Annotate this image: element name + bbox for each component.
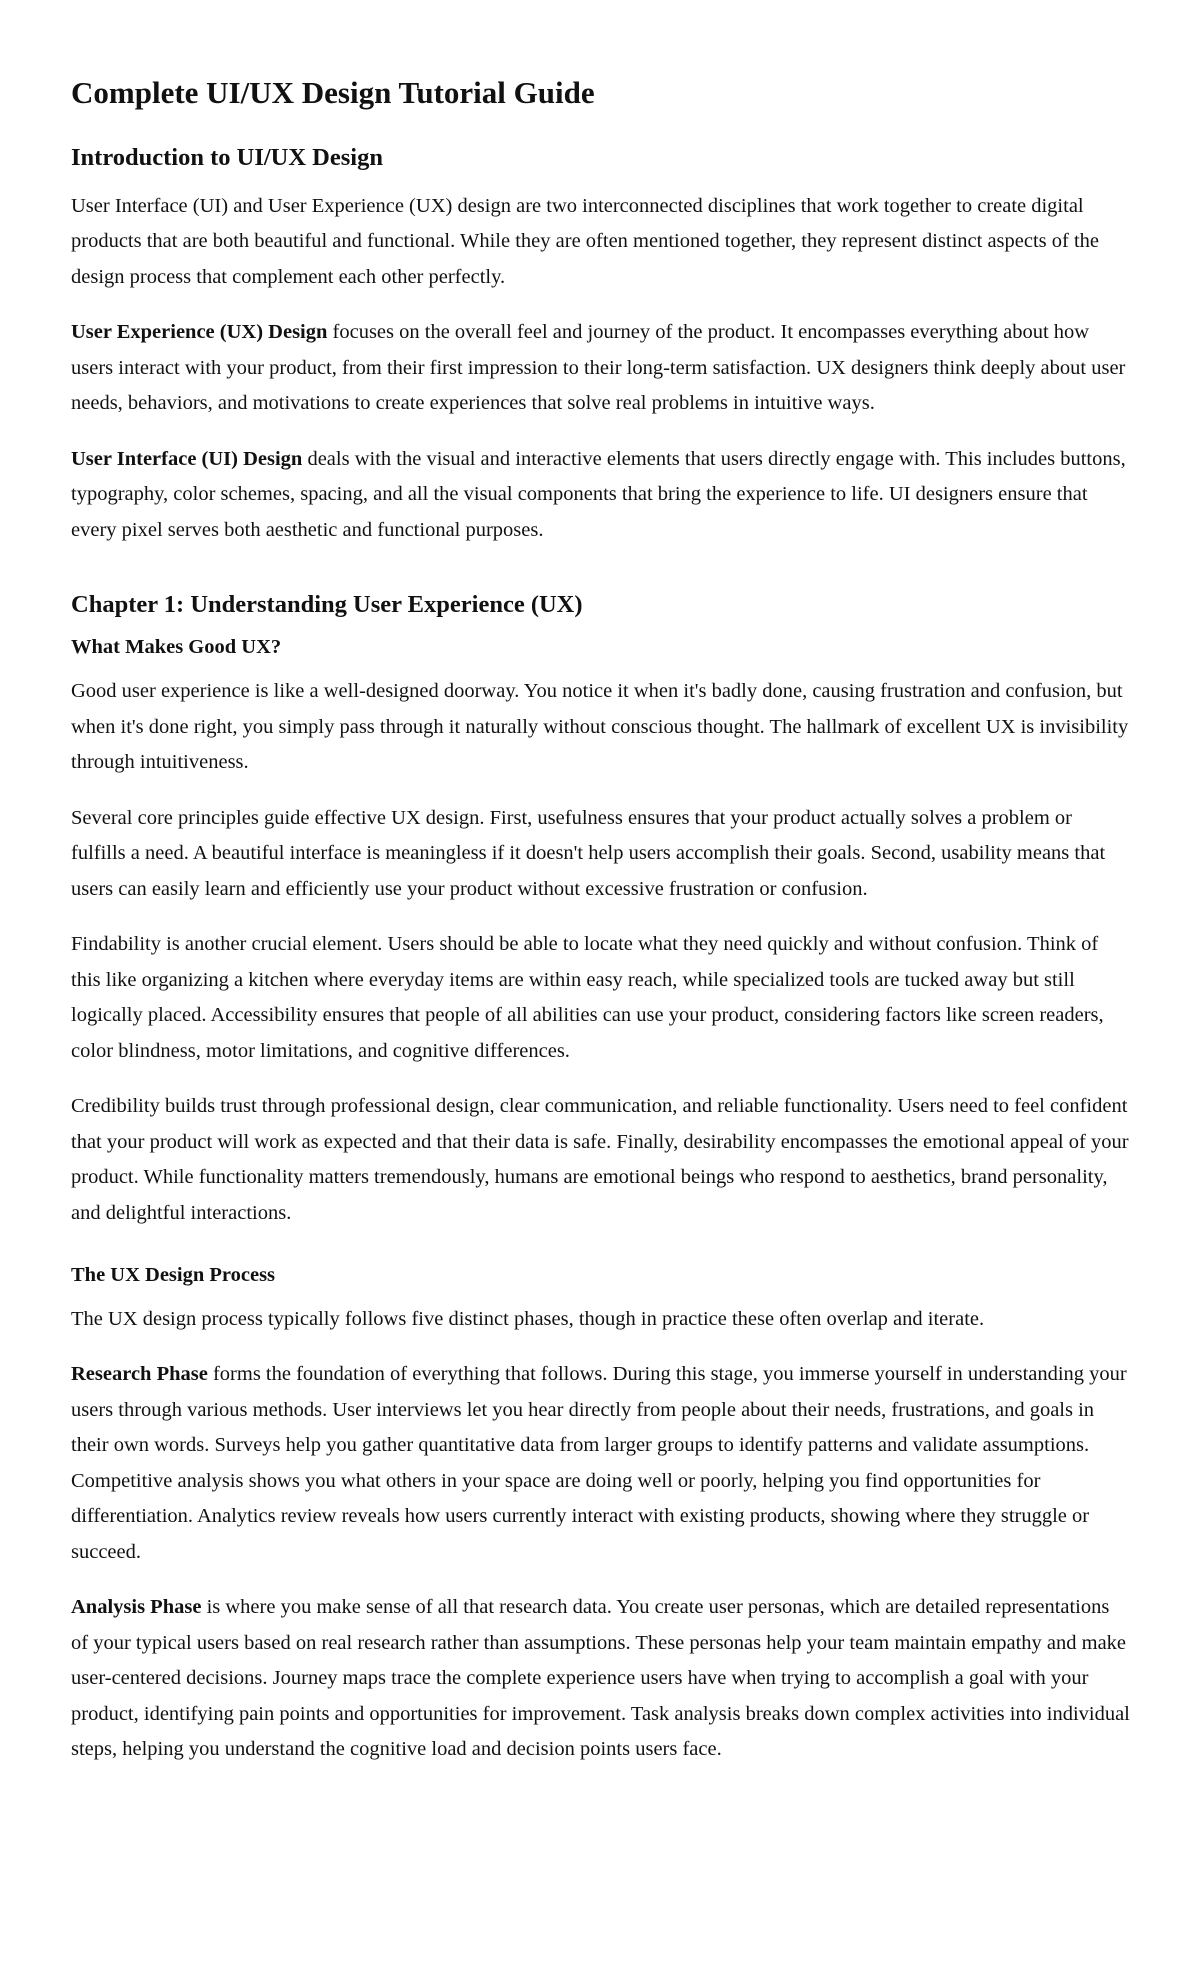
intro-paragraph-3: [71, 442, 1130, 549]
good-ux-paragraph-3: Findability is another crucial element. Users should be able to locate what they need quickly and without confusion. Think of this like organizing a kitchen where everyday items are within easy reach, while specialized tools are tucked away but still logically placed. Accessibility ensures that people of all abilities can use your product, considering factors like screen readers, color blindness, motor limitations, and cognitive differences.: [71, 933, 1104, 1062]
intro-paragraph-1: User Interface (UI) and User Experience (UX) design are two interconnected disciplines that work together to create digital products that are both beautiful and functional. While they are often mentioned together, they represent distinct aspects of the design process that complement each other perfectly.: [71, 194, 1100, 288]
document-title: Complete UI/UX Design Tutorial Guide: [71, 75, 595, 110]
good-ux-paragraph-2: Several core principles guide effective UX design. First, usefulness ensures that your product actually solves a problem or fulfills a need. A beautiful interface is meaningless if it doesn't help users accomplish their goals. Second, usability means that users can easily learn and efficiently use your product without excessive frustration or confusion.: [71, 806, 1106, 900]
research-phase-paragraph: [71, 1357, 1130, 1570]
analysis-phase-term: Analysis Phase: [71, 1596, 202, 1619]
chapter-1-heading: Chapter 1: Understanding User Experience (UX): [71, 591, 583, 619]
ux-process-paragraph-1: The UX design process typically follows five distinct phases, though in practice these often overlap and iterate.: [71, 1307, 985, 1330]
intro-paragraph-2: [71, 315, 1130, 422]
ux-design-term: User Experience (UX) Design: [71, 321, 328, 344]
ux-design-description: focuses on the overall feel and journey of the product. It encompasses everything about how users interact with your product, from their first impression to their long-term satisfaction. UX designers think deeply about user needs, behaviors, and motivations to create experiences that solve real problems in intuitive ways.: [71, 321, 1126, 415]
research-phase-term: Research Phase: [71, 1363, 208, 1386]
good-ux-paragraph-4: Credibility builds trust through professional design, clear communication, and reliable functionality. Users need to feel confident that your product will work as expected and that their data is safe. Finally, desirability encompasses the emotional appeal of your product. While functionality matters tremendously, humans are emotional beings who respond to aesthetics, brand personality, and delightful interactions.: [71, 1095, 1129, 1224]
ux-process-heading: The UX Design Process: [71, 1264, 276, 1287]
good-ux-paragraph-1: Good user experience is like a well-designed doorway. You notice it when it's badly done, causing frustration and confusion, but when it's done right, you simply pass through it naturally without conscious thought. The hallmark of excellent UX is invisibility through intuitiveness.: [71, 680, 1129, 774]
ui-design-description: deals with the visual and interactive elements that users directly engage with. This includes buttons, typography, color schemes, spacing, and all the visual components that bring the experience to life. UI designers ensure that every pixel serves both aesthetic and functional purposes.: [71, 447, 1126, 541]
analysis-phase-description: is where you make sense of all that research data. You create user personas, which are detailed representations of your typical users based on real research rather than assumptions. These personas help your team maintain empathy and make user-centered decisions. Journey maps trace the complete experience users have when trying to accomplish a goal with your product, identifying pain points and opportunities for improvement. Task analysis breaks down complex activities into individual steps, helping you understand the cognitive load and decision points users face.: [71, 1596, 1130, 1761]
good-ux-heading: What Makes Good UX?: [71, 636, 282, 659]
analysis-phase-paragraph: [71, 1590, 1130, 1768]
intro-heading: Introduction to UI/UX Design: [71, 144, 383, 172]
ui-design-term: User Interface (UI) Design: [71, 447, 303, 470]
research-phase-description: forms the foundation of everything that follows. During this stage, you immerse yourself in understanding your users through various methods. User interviews let you hear directly from people about their needs, frustrations, and goals in their own words. Surveys help you gather quantitative data from larger groups to identify patterns and validate assumptions. Competitive analysis shows you what others in your space are doing well or poorly, helping you find opportunities for differentiation. Analytics review reveals how users currently interact with existing products, showing where they struggle or succeed.: [71, 1363, 1127, 1563]
